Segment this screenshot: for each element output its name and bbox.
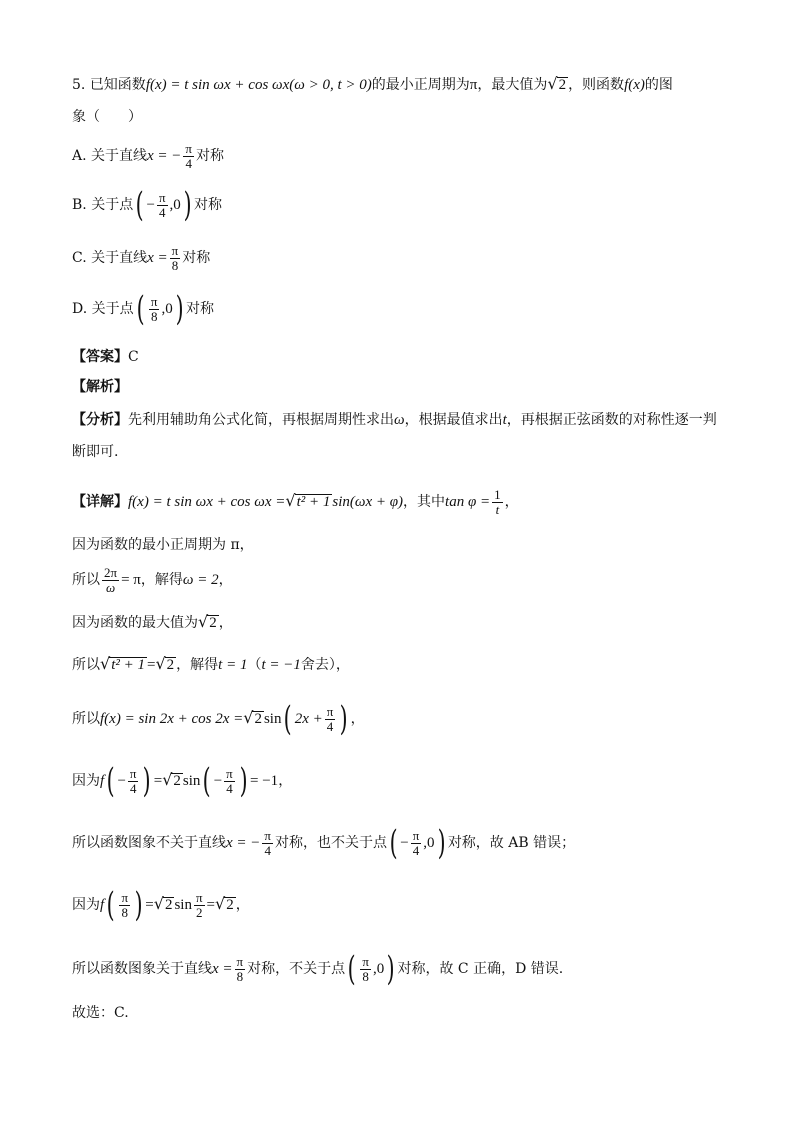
question-stem: 5. 已知函数f(x) = t sin ωx + cos ωx(ω > 0, t > 0)的最小正周期为π，最大值为√2 ，则函数f(x)的图	[72, 74, 673, 93]
detail-line-10: 所以函数图象关于直线x = $\frac{\pi}{8}$ 对称，不关于点( $\frac{\pi}{8}$ ,0) 对称，故 C 正确，D 错误.	[72, 949, 564, 989]
detail-line-9: 因为f( $\frac{\pi}{8}$ ) =√2 sin $\frac{\pi}{2}$ =√2 ，	[72, 885, 250, 925]
detail-line-1: 【详解】f(x) = t sin ωx + cos ωx =√t² + 1 sin(ωx + φ)，其中tan φ = $\frac{1}{t}$ ，	[72, 487, 519, 517]
analysis-text: 【分析】先利用辅助角公式化简，再根据周期性求出ω，根据最值求出t，再根据正弦函数的对称性逐一判	[72, 412, 717, 428]
detail-line-8: 所以函数图象不关于直线x = − $\frac{\pi}{4}$ 对称，也不关于点( − $\frac{\pi}{4}$ ,0) 对称，故 AB 错误；	[72, 823, 576, 863]
detail-line-5: 所以√t² + 1 =√2 ，解得t = 1（t = −1舍去），	[72, 654, 350, 673]
question-stem-line2: 象（ ）	[72, 109, 142, 125]
option-b: B. 关于点( − $\frac{\pi}{4}$ ,0) 对称	[72, 185, 223, 225]
option-a: A. 关于直线x = − $\frac{\pi}{4}$ 对称	[72, 141, 224, 171]
analysis-tag: 【解析】	[72, 379, 128, 395]
detail-line-11: 故选：C.	[72, 1005, 129, 1021]
detail-line-2: 因为函数的最小正周期为 π，	[72, 537, 254, 553]
analysis-text-2: 断即可.	[72, 444, 119, 460]
detail-line-7: 因为f( − $\frac{\pi}{4}$ ) =√2 sin( − $\frac{\pi}{4}$ ) = −1，	[72, 761, 293, 801]
option-d: D. 关于点( $\frac{\pi}{8}$ ,0) 对称	[72, 289, 214, 329]
detail-line-4: 因为函数的最大值为√2 ，	[72, 612, 233, 631]
detail-line-3: 所以 $\frac{2\pi}{\omega}$ = π，解得ω = 2，	[72, 565, 233, 595]
detail-line-6: 所以f(x) = sin 2x + cos 2x =√2 sin( 2x + $\frac{\pi}{4}$ ) ，	[72, 699, 365, 739]
answer: 【答案】C	[72, 349, 139, 365]
question-number: 5.	[72, 77, 86, 93]
option-c: C. 关于直线x = $\frac{\pi}{8}$ 对称	[72, 243, 211, 273]
